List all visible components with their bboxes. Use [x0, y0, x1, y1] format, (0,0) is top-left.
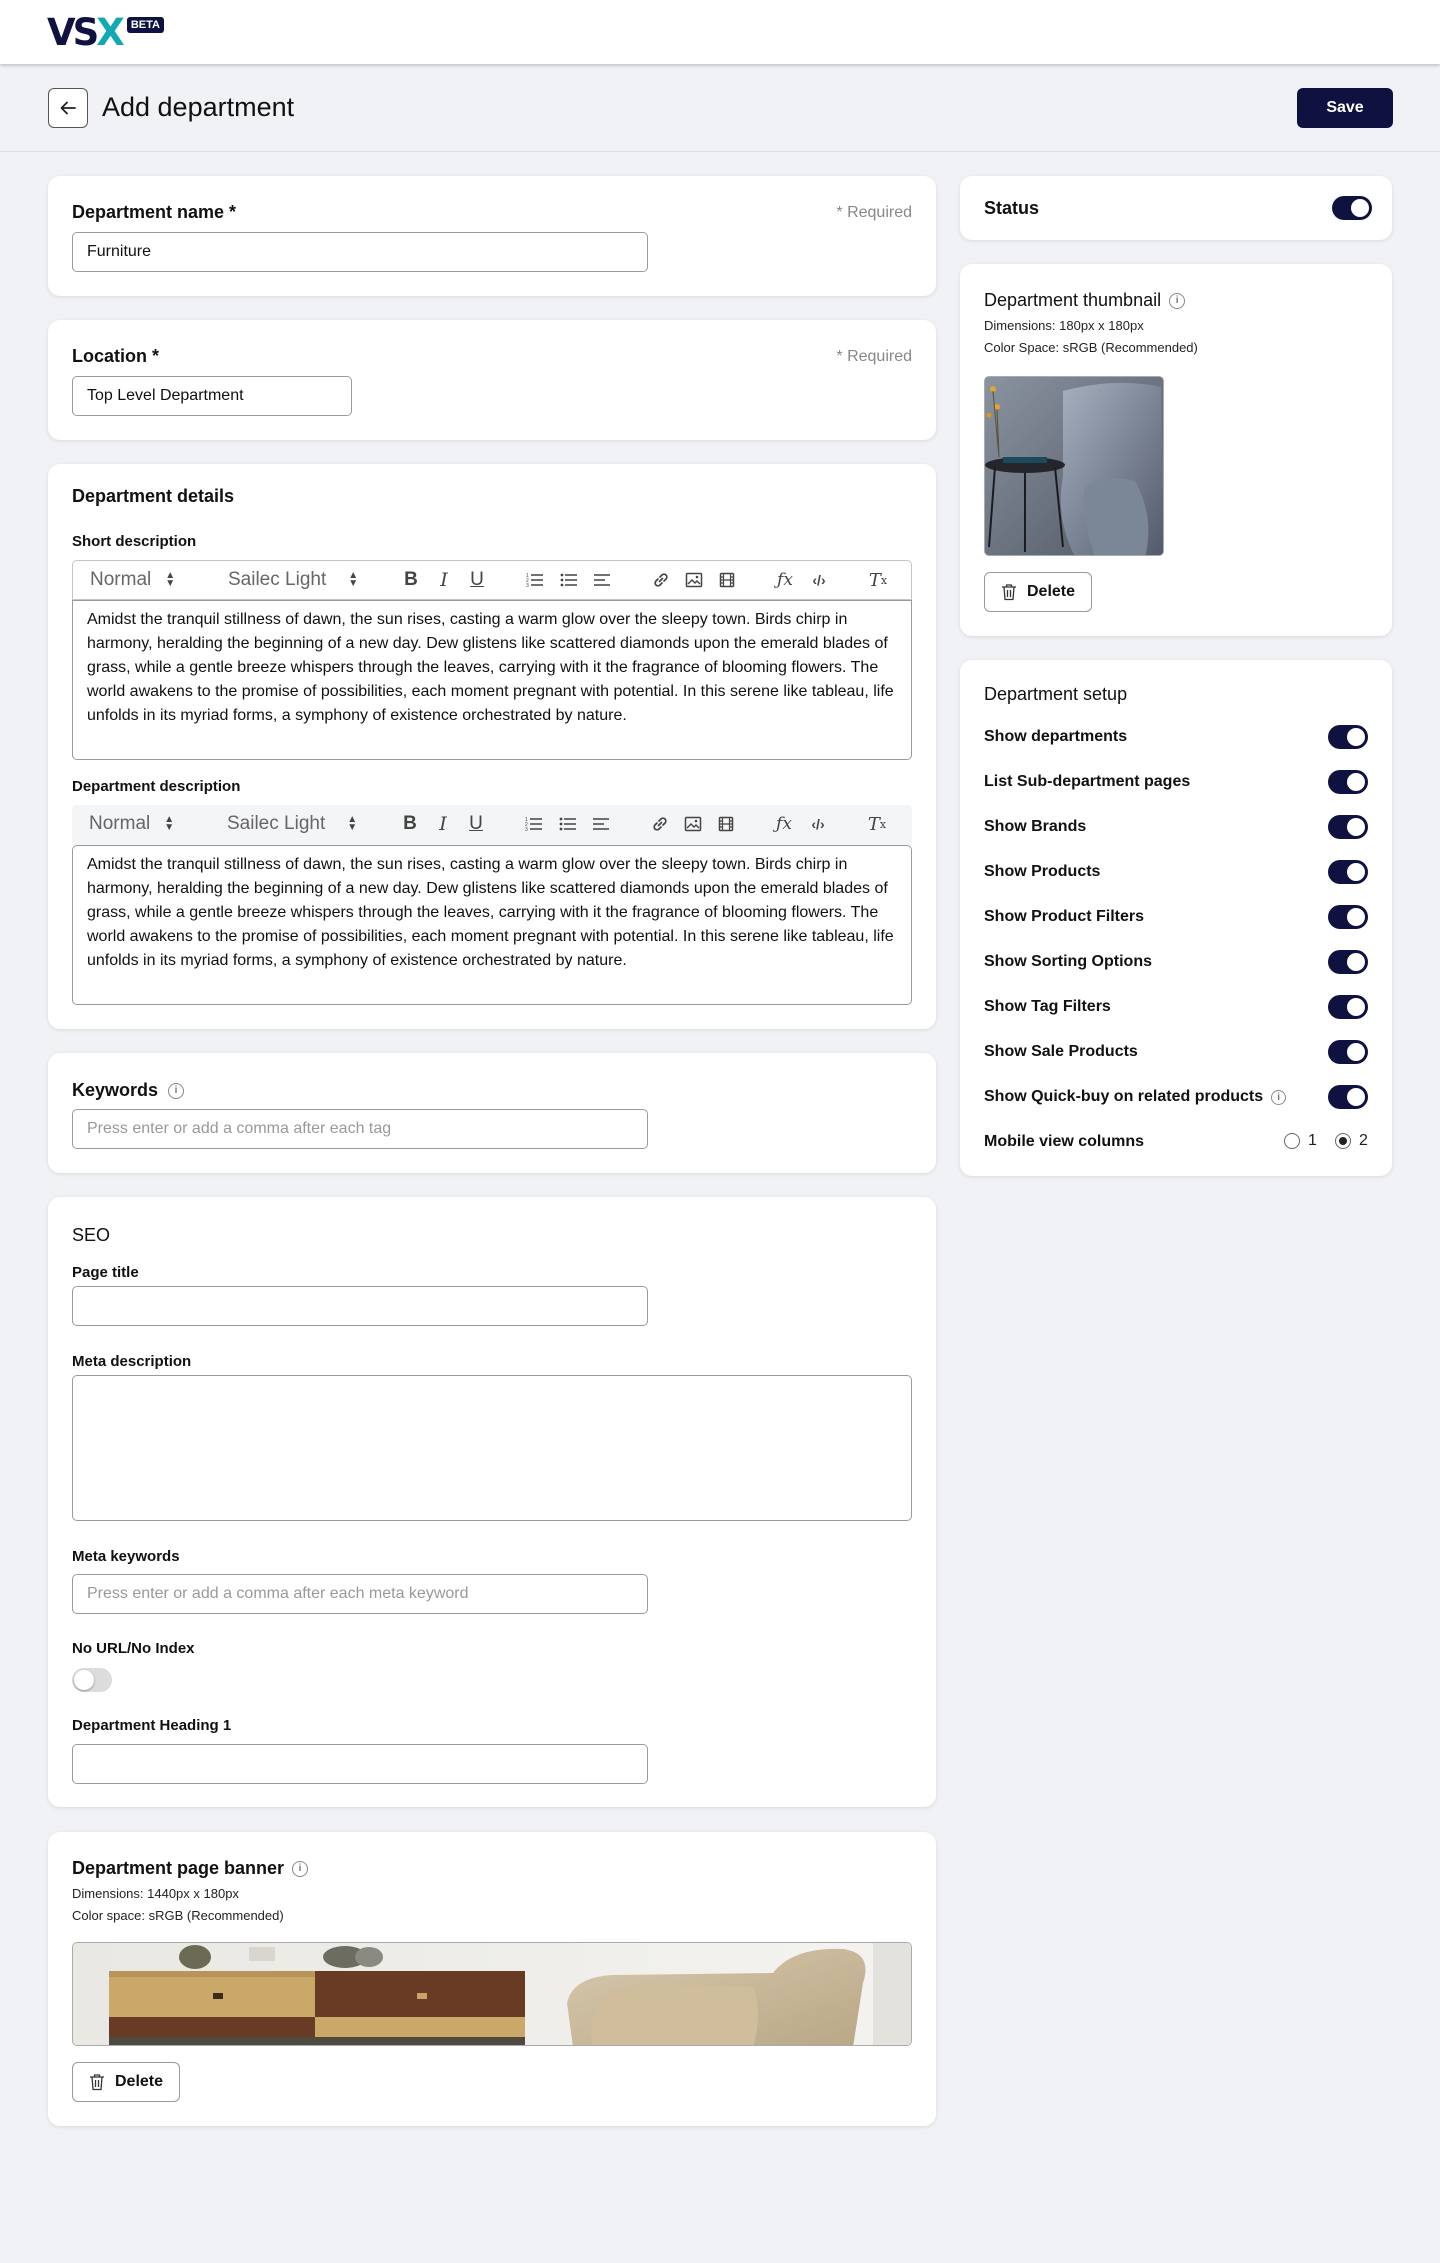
keywords-input[interactable]: Press enter or add a comma after each tag: [72, 1109, 648, 1149]
font-select[interactable]: Sailec Light ▲ ▼: [228, 569, 359, 590]
info-icon[interactable]: i: [292, 1861, 308, 1877]
page-title-input[interactable]: [72, 1286, 648, 1326]
setup-show-quickbuy-toggle[interactable]: [1328, 1085, 1368, 1109]
banner-label: Department page banner i: [72, 1858, 308, 1879]
vsx-logo[interactable]: [47, 11, 164, 54]
setup-show-sorting-options-label: Show Sorting Options: [984, 953, 1152, 970]
bold-icon[interactable]: B: [403, 813, 417, 834]
mobile-view-columns-label: Mobile view columns: [984, 1133, 1145, 1150]
italic-icon[interactable]: I: [439, 813, 447, 835]
required-note: * Required: [836, 348, 912, 365]
department-name-input[interactable]: Furniture: [72, 232, 648, 272]
setup-show-brands-toggle[interactable]: [1328, 815, 1368, 839]
italic-icon[interactable]: I: [440, 569, 448, 591]
department-description-label: Department description: [72, 778, 241, 795]
arrow-left-icon: [59, 99, 77, 117]
location-select[interactable]: Top Level Department: [72, 376, 352, 416]
department-banner-card: [48, 1832, 936, 2126]
banner-delete-button[interactable]: [72, 2062, 180, 2102]
font-select[interactable]: Sailec Light ▲ ▼: [227, 813, 358, 834]
align-icon[interactable]: [589, 812, 613, 836]
info-icon[interactable]: i: [1271, 1090, 1286, 1105]
setup-show-products-label: Show Products: [984, 863, 1101, 880]
format-select[interactable]: Normal ▲ ▼: [90, 569, 176, 590]
short-description-toolbar: [72, 560, 912, 600]
meta-keywords-input[interactable]: Press enter or add a comma after each meta keyword: [72, 1574, 648, 1614]
delete-label: Delete: [115, 2073, 164, 2090]
setup-show-tag-filters-label: Show Tag Filters: [984, 998, 1111, 1015]
thumbnail-dimensions: Dimensions: 180px x 180px: [984, 318, 1144, 333]
svg-text:1: 1: [526, 573, 529, 579]
save-button[interactable]: Save: [1297, 88, 1393, 128]
beta-badge: BETA: [127, 17, 164, 33]
bullet-list-icon[interactable]: [556, 812, 580, 836]
thumbnail-label: Department thumbnail i: [984, 290, 1185, 311]
setup-show-quickbuy-label: Show Quick-buy on related products i: [984, 1088, 1286, 1106]
bold-icon[interactable]: B: [404, 569, 418, 590]
banner-dimensions: Dimensions: 1440px x 180px: [72, 1886, 239, 1901]
meta-keywords-label: Meta keywords: [72, 1548, 180, 1565]
seo-card: [48, 1197, 936, 1807]
format-select[interactable]: Normal ▲ ▼: [89, 813, 175, 834]
department-details-title: Department details: [72, 486, 235, 506]
page-title-label: Page title: [72, 1264, 139, 1281]
department-heading-label: Department Heading 1: [72, 1717, 232, 1734]
keywords-card: [48, 1053, 936, 1173]
ordered-list-icon[interactable]: [523, 568, 547, 592]
link-icon[interactable]: [648, 812, 672, 836]
meta-description-label: Meta description: [72, 1353, 192, 1370]
svg-text:3: 3: [525, 827, 528, 832]
ordered-list-icon[interactable]: [522, 812, 546, 836]
back-button[interactable]: [48, 88, 88, 128]
svg-text:2: 2: [525, 822, 528, 828]
thumbnail-image: [984, 376, 1164, 556]
radio-dot: [1335, 1133, 1351, 1149]
underline-icon[interactable]: U: [469, 813, 483, 834]
department-details-card: [48, 464, 936, 1029]
video-icon[interactable]: [714, 812, 738, 836]
department-description-editor[interactable]: Amidst the tranquil stillness of dawn, the sun rises, casting a warm glow over the sleepy town. Birds chirp in harmony, heralding the beginning of a new day. Dew glistens like scattered diamonds upon the emerald blades of grass, while a gentle breeze whispers through the leaves, carrying with it the fragrance of blooming flowers. The world awakens to the promise of possibilities, each moment pregnant with potential. In this serene like tableau, life unfolds in its myriad forms, a symphony of existence orchestrated by nature.: [72, 845, 912, 1005]
banner-image: [72, 1942, 912, 2046]
page-header: [0, 64, 1440, 152]
trash-icon: [89, 2073, 105, 2091]
department-setup-card: [960, 660, 1392, 1176]
location-card: [48, 320, 936, 440]
svg-text:1: 1: [525, 817, 528, 823]
setup-show-departments-label: Show departments: [984, 728, 1128, 745]
no-index-toggle[interactable]: [72, 1668, 112, 1692]
short-description-editor[interactable]: Amidst the tranquil stillness of dawn, the sun rises, casting a warm glow over the sleepy town. Birds chirp in harmony, heralding the beginning of a new day. Dew glistens like scattered diamonds upon the emerald blades of grass, while a gentle breeze whispers through the leaves, carrying with it the fragrance of blooming flowers. The world awakens to the promise of possibilities, each moment pregnant with potential. In this serene like tableau, life unfolds in its myriad forms, a symphony of existence orchestrated by nature.: [72, 600, 912, 760]
setup-show-products-toggle[interactable]: [1328, 860, 1368, 884]
department-name-label: Department name *: [72, 202, 237, 222]
image-icon[interactable]: [681, 812, 705, 836]
align-icon[interactable]: [590, 568, 614, 592]
setup-show-sorting-options-toggle[interactable]: [1328, 950, 1368, 974]
department-description-toolbar: [72, 805, 912, 845]
logo-text: VSX: [47, 11, 122, 54]
setup-show-product-filters-label: Show Product Filters: [984, 908, 1145, 925]
bullet-list-icon[interactable]: [557, 568, 581, 592]
formula-icon[interactable]: ƒx: [776, 814, 792, 834]
department-name-card: [48, 176, 936, 296]
status-toggle[interactable]: [1332, 196, 1372, 220]
thumbnail-color-space: Color Space: sRGB (Recommended): [984, 340, 1198, 355]
top-bar: [0, 0, 1440, 64]
banner-color-space: Color space: sRGB (Recommended): [72, 1908, 284, 1923]
department-heading-input[interactable]: [72, 1744, 648, 1784]
info-icon[interactable]: i: [1169, 293, 1185, 309]
formula-icon[interactable]: ƒx: [777, 570, 793, 590]
status-card: [960, 176, 1392, 240]
keywords-label: Keywords i: [72, 1080, 184, 1101]
setup-show-tag-filters-toggle[interactable]: [1328, 995, 1368, 1019]
clear-format-icon[interactable]: T x: [867, 813, 887, 835]
status-label: Status: [984, 198, 1040, 218]
department-setup-title: Department setup: [984, 684, 1128, 704]
mobile-columns-option-1[interactable]: 1: [1284, 1132, 1317, 1150]
setup-show-brands-label: Show Brands: [984, 818, 1087, 835]
setup-show-departments-toggle[interactable]: [1328, 725, 1368, 749]
trash-icon: [1001, 583, 1017, 601]
meta-description-input[interactable]: [72, 1375, 912, 1521]
mobile-columns-option-2[interactable]: 2: [1335, 1132, 1368, 1150]
link-icon[interactable]: [649, 568, 673, 592]
clear-format-icon[interactable]: T x: [868, 569, 888, 591]
info-icon[interactable]: i: [168, 1083, 184, 1099]
no-index-label: No URL/No Index: [72, 1640, 195, 1657]
code-icon[interactable]: ‹/›: [811, 816, 825, 832]
setup-list-subdepartment-label: List Sub-department pages: [984, 773, 1191, 790]
code-icon[interactable]: ‹/›: [812, 572, 826, 588]
image-icon[interactable]: [682, 568, 706, 592]
location-label: Location *: [72, 346, 160, 366]
radio-dot: [1284, 1133, 1300, 1149]
setup-show-product-filters-toggle[interactable]: [1328, 905, 1368, 929]
short-description-label: Short description: [72, 533, 197, 550]
setup-list-subdepartment-toggle[interactable]: [1328, 770, 1368, 794]
video-icon[interactable]: [715, 568, 739, 592]
delete-label: Delete: [1027, 583, 1076, 600]
setup-show-sale-products-toggle[interactable]: [1328, 1040, 1368, 1064]
page-title: Add department: [102, 92, 295, 122]
seo-title: SEO: [72, 1225, 111, 1245]
thumbnail-delete-button[interactable]: [984, 572, 1092, 612]
department-thumbnail-card: [960, 264, 1392, 636]
underline-icon[interactable]: U: [470, 569, 484, 590]
svg-text:3: 3: [526, 583, 529, 588]
required-note: * Required: [836, 204, 912, 221]
svg-text:2: 2: [526, 578, 529, 584]
setup-show-sale-products-label: Show Sale Products: [984, 1043, 1138, 1060]
